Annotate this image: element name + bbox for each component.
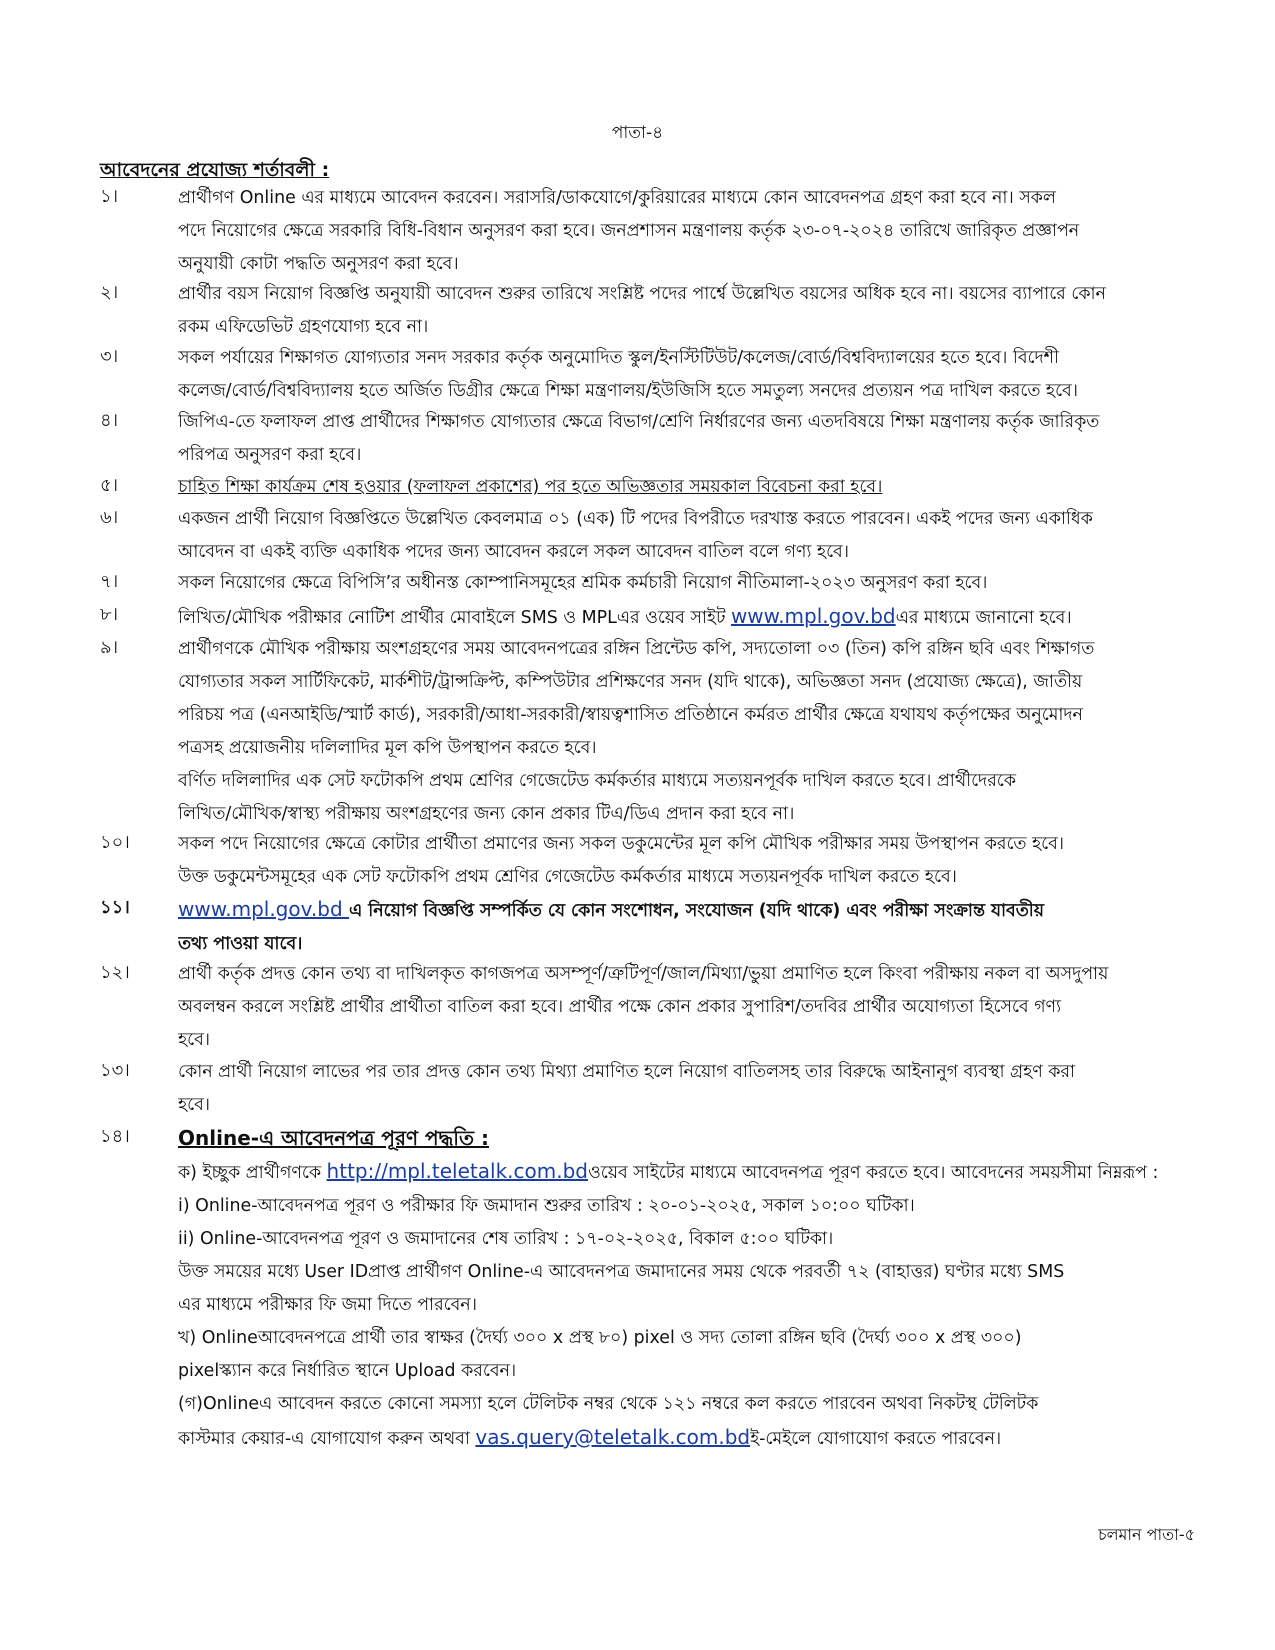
text-segment: এ নিয়োগ বিজ্ঞপ্তি সম্পর্কিত যে কোন সংশোধন, সংযোজন (যদি থাকে) এবং পরীক্ষা সংক্রান্ত যাবতীয়: [349, 901, 1044, 921]
item-text: [178, 1056, 1200, 1122]
item-number: ৩।: [100, 346, 119, 367]
online-section-title: Online-এ আবেদনপত্র পূরণ পদ্ধতি :: [178, 1126, 489, 1150]
item-text: [178, 182, 1200, 281]
item-number: ৬।: [100, 507, 119, 528]
text-line: উক্ত সময়ের মধ্যে User IDপ্রাপ্ত প্রার্থীগণ Online-এ আবেদনপত্র জমাদানের সময় থেকে পরবর্তী ৭২ (বাহাত্তর) ঘণ্টার মধ্যে SMS: [178, 1262, 1065, 1282]
item-text: [178, 893, 1200, 961]
text-line: প্রার্থীগণকে মৌখিক পরীক্ষায় অংশগ্রহণের সময় আবেদনপত্রের রঙ্গিন প্রিন্টেড কপি, সদ্যতোলা ০৩ (তিন) কপি রঙ্গিন ছবি এবং শিক্ষাগত: [178, 639, 1095, 659]
text-line: আবেদন বা একই ব্যক্তি একাধিক পদের জন্য আবেদন করলে সকল আবেদন বাতিল বলে গণ্য হবে।: [178, 542, 849, 562]
item-number: ২।: [100, 282, 119, 303]
item-text: [178, 633, 1200, 831]
text-line: একজন প্রার্থী নিয়োগ বিজ্ঞপ্তিতে উল্লেখিত কেবলমাত্র ০১ (এক) টি পদের বিপরীতে দরখাস্ত করতে পারবেন। একই পদের জন্য একাধিক: [178, 509, 1093, 529]
text-line: সকল নিয়োগের ক্ষেত্রে বিপিসি’র অধীনস্ত কোম্পানিসমূহের শ্রমিক কর্মচারী নিয়োগ নীতিমালা-২০২৩ অনুসরণ করা হবে।: [178, 573, 988, 593]
text-line: পদে নিয়োগের ক্ষেত্রে সরকারি বিধি-বিধান অনুসরণ করা হবে। জনপ্রশাসন মন্ত্রণালয় কর্তৃক ২৩-০৭-২০২৪ তারিখে জারিকৃত প্রজ্ঞাপন: [178, 221, 1080, 241]
item-text: [178, 567, 1200, 600]
item-number: ১০।: [100, 832, 130, 853]
continued-page-note: চলমান পাতা-৫: [1097, 1525, 1195, 1544]
mpl-website-link[interactable]: www.mpl.gov.bd: [178, 897, 350, 921]
text-line: প্রার্থীগণ Online এর মাধ্যমে আবেদন করবেন। সরাসরি/ডাকযোগে/কুরিয়ারের মাধ্যমে কোন আবেদনপত্র গ্রহণ করা হবে না। সকল: [178, 188, 1056, 208]
text-line: কলেজ/বোর্ড/বিশ্ববিদ্যালয় হতে অর্জিত ডিগ্রীর ক্ষেত্রে শিক্ষা মন্ত্রণালয়/ইউজিসি হতে সমতুল্য সনদের প্রত্যয়ন পত্র দাখিল করতে হবে।: [178, 381, 1078, 401]
text-line: অনুযায়ী কোটা পদ্ধতি অনুসরণ করা হবে।: [178, 254, 459, 274]
item-text: [178, 471, 1200, 504]
item-text: [178, 503, 1200, 569]
text-line: এর মাধ্যমে পরীক্ষার ফি জমা দিতে পারবেন।: [178, 1295, 477, 1315]
item-number: ৮।: [100, 604, 119, 625]
item-number: ৪।: [100, 410, 119, 431]
item-text: [178, 828, 1200, 894]
text-line: সকল পর্যায়ের শিক্ষাগত যোগ্যতার সনদ সরকার কর্তৃক অনুমোদিত স্কুল/ইনস্টিটিউট/কলেজ/বোর্ড/বিশ্ববিদ্যালয়ের হতে হবে। বিদেশী: [178, 348, 1059, 368]
text-line: বর্ণিত দলিলাদির এক সেট ফটোকপি প্রথম শ্রেণির গেজেটেড কর্মকর্তার মাধ্যমে সত্যয়নপূর্বক দাখিল করতে হবে। প্রার্থীদেরকে: [178, 771, 1016, 791]
text-line: অবলম্বন করলে সংশ্লিষ্ট প্রার্থীর প্রার্থীতা বাতিল করা হবে। প্রার্থীর পক্ষে কোন প্রকার সুপারিশ/তদবির প্রার্থীর অযোগ্যতা হিসেবে গণ্য: [178, 997, 1062, 1017]
text-line: খ) Onlineআবেদনপত্রে প্রার্থী তার স্বাক্ষর (দৈর্ঘ্য ৩০০ x প্রস্থ ৮০) pixel ও সদ্য তোলা রঙ্গিন ছবি (দৈর্ঘ্য ৩০০ x প্রস্থ ৩০০): [178, 1328, 1022, 1348]
text-line: যোগ্যতার সকল সার্টিফিকেট, মার্কশীট/ট্রান্সক্রিপ্ট, কম্পিউটার প্রশিক্ষণের সনদ (যদি থাকে), অভিজ্ঞতা সনদ (প্রযোজ্য ক্ষেত্রে), জাতীয়: [178, 672, 1083, 692]
text-segment: ই-মেইলে যোগাযোগ করতে পারবেন।: [750, 1429, 1002, 1449]
text-segment: কাস্টমার কেয়ার-এ যোগাযোগ করুন অথবা: [178, 1429, 476, 1449]
text-line: প্রার্থী কর্তৃক প্রদত্ত কোন তথ্য বা দাখিলকৃত কাগজপত্র অসম্পূর্ণ/ত্রুটিপূর্ণ/জাল/মিথ্যা/ভুয়া প্রমাণিত হলে কিংবা পরীক্ষায় নকল বা অসদুপায়: [178, 964, 1109, 984]
teletalk-website-link[interactable]: http://mpl.teletalk.com.bd: [326, 1159, 588, 1183]
text-line: পরিচয় পত্র (এনআইডি/স্মার্ট কার্ড), সরকারী/আধা-সরকারী/স্বায়ত্বশাসিত প্রতিষ্ঠানে কর্মরত প্রার্থীর ক্ষেত্রে যথাযথ কর্তৃপক্ষের অনুমোদন: [178, 705, 1083, 725]
text-line: তথ্য পাওয়া যাবে।: [178, 934, 303, 954]
application-end-date: ii) Online-আবেদনপত্র পূরণ ও জমাদানের শেষ তারিখ : ১৭-০২-২০২৫, বিকাল ৫:০০ ঘটিকা।: [178, 1229, 834, 1249]
text-line: হবে।: [178, 1095, 211, 1115]
text-segment: লিখিত/মৌখিক পরীক্ষার নোটিশ প্রার্থীর মোবাইলে SMS ও MPLএর ওয়েব সাইট: [178, 608, 731, 628]
item-number: ১৩।: [100, 1060, 130, 1081]
text-line: লিখিত/মৌখিক/স্বাস্থ্য পরীক্ষায় অংশগ্রহণের জন্য কোন প্রকার টিএ/ডিএ প্রদান করা হবে না।: [178, 804, 795, 824]
text-line: রকম এফিডেভিট গ্রহণযোগ্য হবে না।: [178, 317, 429, 337]
text-line: প্রার্থীর বয়স নিয়োগ বিজ্ঞপ্তি অনুযায়ী আবেদন শুরুর তারিখে সংশ্লিষ্ট পদের পার্শ্বে উল্লেখিত বয়সের অধিক হবে না। বয়সের ব্যাপারে কোন: [178, 284, 1106, 304]
page-number: পাতা-৪: [611, 123, 664, 143]
text-line: কোন প্রার্থী নিয়োগ লাভের পর তার প্রদত্ত কোন তথ্য মিথ্যা প্রমাণিত হলে নিয়োগ বাতিলসহ তার বিরুদ্ধে আইনানুগ ব্যবস্থা গ্রহণ করা: [178, 1062, 1076, 1082]
item-text: [178, 278, 1200, 344]
text-line: সকল পদে নিয়োগের ক্ষেত্রে কোটার প্রার্থীতা প্রমাণের জন্য সকল ডকুমেন্টের মূল কপি মৌখিক পরীক্ষার সময় উপস্থাপন করতে হবে।: [178, 834, 1065, 854]
item-number: ৫।: [100, 475, 119, 496]
item-text: [178, 1122, 1200, 1456]
item-text: [178, 958, 1200, 1057]
item-text: [178, 600, 1200, 635]
text-line: পত্রসহ প্রয়োজনীয় দলিলাদির মূল কপি উপস্থাপন করতে হবে।: [178, 738, 597, 758]
text-segment: এর মাধ্যমে জানানো হবে।: [895, 608, 1072, 628]
section-heading: আবেদনের প্রযোজ্য শর্তাবলী :: [100, 159, 330, 181]
text-line: জিপিএ-তে ফলাফল প্রাপ্ত প্রার্থীদের শিক্ষাগত যোগ্যতার ক্ষেত্রে বিভাগ/শ্রেণি নির্ধারণের জন্য এতদবিষয়ে শিক্ষা মন্ত্রণালয় কর্তৃক জারিকৃত: [178, 412, 1100, 432]
item-number: ১১।: [100, 897, 130, 918]
item-text: [178, 342, 1200, 408]
text-segment: ওয়েব সাইটের মাধ্যমে আবেদনপত্র পূরণ করতে হবে। আবেদনের সময়সীমা নিম্নরূপ :: [587, 1163, 1159, 1183]
text-line: (গ)Onlineএ আবেদন করতে কোনো সমস্যা হলে টেলিটক নম্বর থেকে ১২১ নম্বরে কল করতে পারবেন অথবা নিকটস্থ টেলিটক: [178, 1394, 1039, 1414]
item-number: ১।: [100, 186, 119, 207]
item-number: ১৪।: [100, 1126, 130, 1147]
text-segment: ক) ইচ্ছুক প্রার্থীগণকে: [178, 1163, 327, 1183]
support-email-link[interactable]: vas.query@teletalk.com.bd: [475, 1425, 751, 1449]
text-line: pixelস্ক্যান করে নির্ধারিত স্থানে Upload করবেন।: [178, 1361, 517, 1381]
item-text: [178, 406, 1200, 472]
application-start-date: i) Online-আবেদনপত্র পূরণ ও পরীক্ষার ফি জমাদান শুরুর তারিখ : ২০-০১-২০২৫, সকাল ১০:০০ ঘটিকা।: [178, 1196, 915, 1216]
text-line: চাহিত শিক্ষা কার্যক্রম শেষ হওয়ার (ফলাফল প্রকাশের) পর হতে অভিজ্ঞতার সময়কাল বিবেচনা করা হবে।: [178, 477, 883, 497]
text-line: হবে।: [178, 1030, 211, 1050]
text-line: উক্ত ডকুমেন্টসমূহের এক সেট ফটোকপি প্রথম শ্রেণির গেজেটেড কর্মকর্তার মাধ্যমে সত্যয়নপূর্বক দাখিল করতে হবে।: [178, 867, 957, 887]
item-number: ৯।: [100, 637, 119, 658]
mpl-website-link[interactable]: www.mpl.gov.bd: [730, 604, 896, 628]
item-number: ১২।: [100, 962, 130, 983]
item-number: ৭।: [100, 571, 119, 592]
text-line: পরিপত্র অনুসরণ করা হবে।: [178, 445, 362, 465]
